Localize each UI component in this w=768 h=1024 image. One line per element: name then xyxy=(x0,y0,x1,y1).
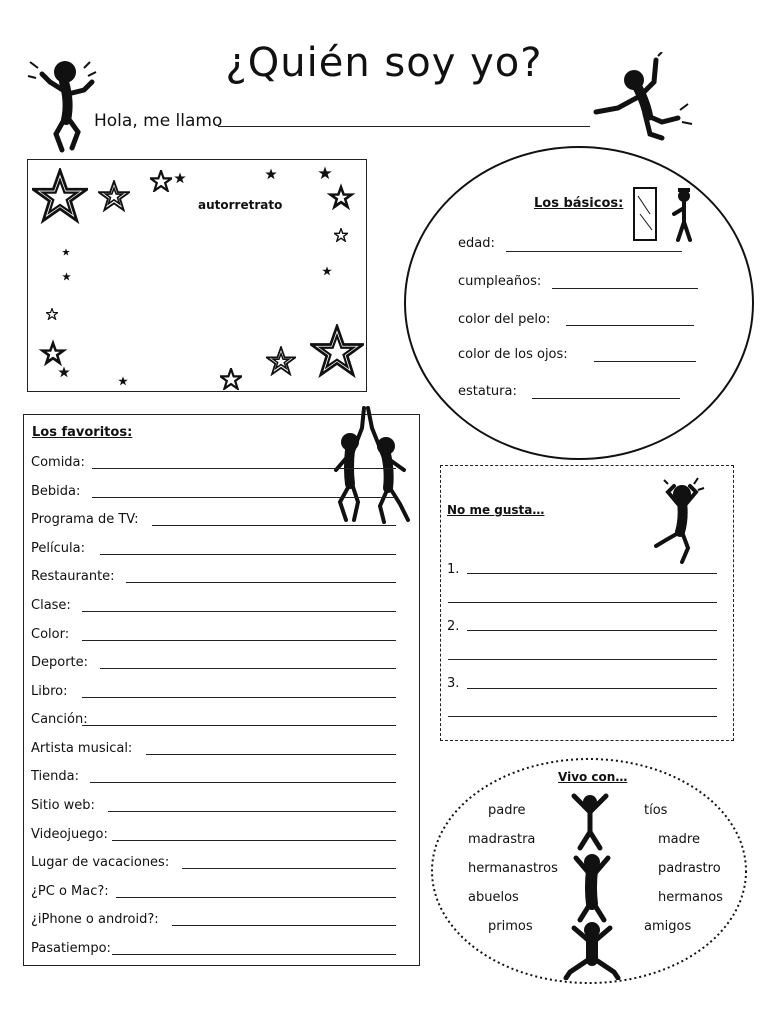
star-icon xyxy=(150,170,172,192)
favorite-field-line[interactable] xyxy=(82,697,396,698)
name-label: Hola, me llamo xyxy=(94,111,223,131)
favorite-field-line[interactable] xyxy=(100,554,396,555)
height-line[interactable] xyxy=(532,398,680,399)
favorite-field-line[interactable] xyxy=(82,640,396,641)
favorite-field-line[interactable] xyxy=(92,468,396,469)
lives-with-option[interactable]: hermanos xyxy=(658,890,723,905)
hair-color-line[interactable] xyxy=(566,325,694,326)
favorite-field-line[interactable] xyxy=(112,954,396,955)
favorite-field-line[interactable] xyxy=(112,840,396,841)
favorite-field-line[interactable] xyxy=(82,611,396,612)
star-icon xyxy=(266,346,296,376)
favorite-field-label: Videojuego: xyxy=(31,827,108,842)
favorite-field-label: Sitio web: xyxy=(31,798,95,813)
favorite-field-line[interactable] xyxy=(108,811,396,812)
favorite-field-line[interactable] xyxy=(126,582,396,583)
star-icon xyxy=(118,376,128,386)
dislike-line[interactable] xyxy=(467,688,717,689)
star-icon xyxy=(334,228,348,242)
dislike-number: 1. xyxy=(447,562,460,577)
lives-with-option[interactable]: tíos xyxy=(644,803,668,818)
star-icon xyxy=(46,308,58,320)
favorites-heading: Los favoritos: xyxy=(32,425,133,440)
lives-with-option[interactable]: abuelos xyxy=(468,890,519,905)
dislike-line[interactable] xyxy=(467,630,717,631)
star-icon xyxy=(98,180,130,212)
favorite-field-line[interactable] xyxy=(82,725,396,726)
human-tower-figures-icon xyxy=(560,788,624,980)
lives-with-option[interactable]: padre xyxy=(488,803,526,818)
favorite-field-label: Pasatiempo: xyxy=(31,941,111,956)
star-icon xyxy=(62,272,71,281)
star-icon xyxy=(174,172,186,184)
mirror-figure-icon xyxy=(628,184,700,246)
favorite-field-line[interactable] xyxy=(90,782,396,783)
eye-color-line[interactable] xyxy=(594,361,696,362)
lives-with-option[interactable]: madre xyxy=(658,832,700,847)
favorite-field-line[interactable] xyxy=(146,754,396,755)
star-icon xyxy=(318,166,332,180)
star-icon xyxy=(265,168,277,180)
star-icon xyxy=(326,182,356,212)
lives-with-heading: Vivo con… xyxy=(558,770,628,784)
star-icon xyxy=(322,266,332,276)
favorite-field-label: Comida: xyxy=(31,455,85,470)
star-icon xyxy=(38,338,68,368)
basics-circle xyxy=(400,143,758,463)
lives-with-option[interactable]: hermanastros xyxy=(468,861,558,876)
dislike-number: 3. xyxy=(447,676,460,691)
star-icon xyxy=(32,168,88,224)
jumping-figure-left-icon xyxy=(20,52,110,157)
favorite-field-label: Restaurante: xyxy=(31,569,115,584)
favorite-field-label: Clase: xyxy=(31,598,71,613)
basics-heading: Los básicos: xyxy=(534,196,624,211)
favorite-field-label: Película: xyxy=(31,541,85,556)
favorite-field-line[interactable] xyxy=(172,925,396,926)
high-five-figures-icon xyxy=(328,398,418,526)
favorite-field-label: Bebida: xyxy=(31,484,81,499)
favorite-field-label: ¿iPhone o android?: xyxy=(31,912,159,927)
favorite-field-label: Deporte: xyxy=(31,655,89,670)
favorite-field-label: Lugar de vacaciones: xyxy=(31,855,170,870)
favorite-field-label: Artista musical: xyxy=(31,741,133,756)
basics-field-label: cumpleaños: xyxy=(458,274,542,289)
favorite-field-label: ¿PC o Mac?: xyxy=(31,884,109,899)
favorite-field-label: Tienda: xyxy=(31,769,79,784)
favorite-field-line[interactable] xyxy=(100,668,396,669)
page-title: ¿Quién soy yo? xyxy=(225,40,543,86)
age-line[interactable] xyxy=(506,251,682,252)
dislike-line[interactable] xyxy=(467,573,717,574)
cheering-figure-right-icon xyxy=(588,52,698,142)
dislike-number: 2. xyxy=(447,619,460,634)
lives-with-option[interactable]: padrastro xyxy=(658,861,721,876)
frustrated-figure-icon xyxy=(648,474,710,566)
favorite-field-line[interactable] xyxy=(116,897,396,898)
favorite-field-label: Programa de TV: xyxy=(31,512,139,527)
dislike-line[interactable] xyxy=(448,602,717,603)
basics-field-label: color de los ojos: xyxy=(458,347,568,362)
star-icon xyxy=(62,248,70,256)
basics-field-label: edad: xyxy=(458,236,495,251)
favorite-field-line[interactable] xyxy=(152,525,396,526)
favorite-field-line[interactable] xyxy=(182,868,396,869)
dislike-line[interactable] xyxy=(448,716,717,717)
dislike-line[interactable] xyxy=(448,659,717,660)
lives-with-option[interactable]: primos xyxy=(488,919,533,934)
lives-with-option[interactable]: madrastra xyxy=(468,832,536,847)
favorite-field-label: Color: xyxy=(31,627,70,642)
favorite-field-label: Canción: xyxy=(31,712,88,727)
lives-with-option[interactable]: amigos xyxy=(644,919,692,934)
self-portrait-label: autorretrato xyxy=(198,198,283,212)
birthday-line[interactable] xyxy=(552,288,698,289)
name-line[interactable] xyxy=(218,126,590,127)
dislikes-heading: No me gusta… xyxy=(447,503,545,517)
basics-field-label: estatura: xyxy=(458,384,517,399)
favorite-field-label: Libro: xyxy=(31,684,68,699)
star-icon xyxy=(58,366,70,378)
basics-field-label: color del pelo: xyxy=(458,312,551,327)
star-icon xyxy=(310,324,364,378)
favorite-field-line[interactable] xyxy=(92,497,396,498)
star-icon xyxy=(220,368,242,390)
